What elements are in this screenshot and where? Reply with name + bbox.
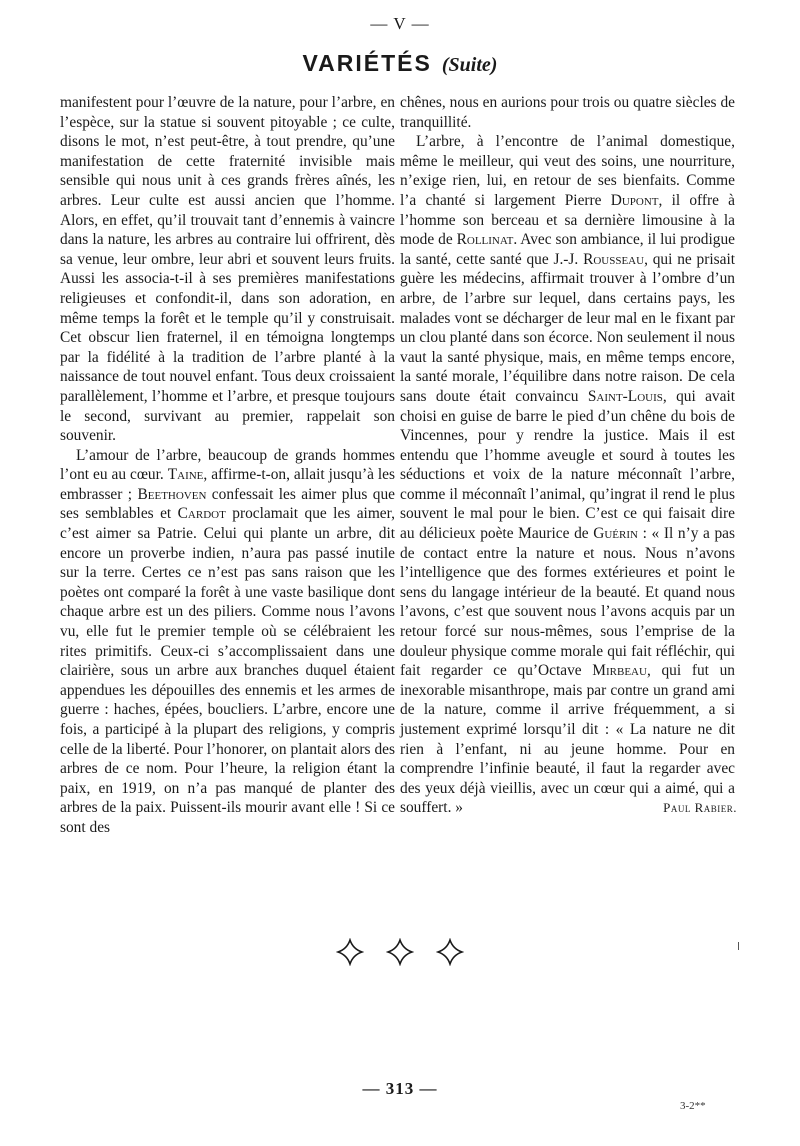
author-signature: Paul Rabier.: [663, 800, 737, 815]
page-number: — 313 —: [362, 1079, 438, 1098]
paragraph: L’arbre, à l’encontre de l’animal domestique, même le meilleur, qui veut des soins, une nourriture, n’exige rien, lui, en retour de ses bienfaits. Comme l’a chanté si largement Pierre Dupont, il offre à l’homme son berceau et sa dernière limousine à la mode de Rollinat. Avec son ambiance, il lui prodigue la santé, cette santé que J.-J. Rousseau, qui ne prisait guère les médecins, affirmait trouver à l’ombre d’un arbre, de l’arbre sur lequel, dans certains pays, les malades vont se décharger de leur mal en le fixant par un clou planté dans son écorce. Non seulement il nous vaut la santé physique, mais, en même temps encore, la santé morale, l’équilibre dans notre raison. De cela sans doute était convaincu Saint-Louis, qui avait choisi en guise de barre le pied d’un chêne du bois de Vincennes, pour y rendre la justice. Mais il est entendu que l’homme aveugle et sourd à toutes les séductions et voix de la nature méconnaît l’arbre, comme il méconnaît l’animal, qu’ingrat il rend le plus souvent le mal pour le bien. C’est ce qui faisait dire au délicieux poète Maurice de Guérin : « Il n’y a pas de contact entre la nature et nous. Nous n’avons l’intelligence que des formes extérieures et point le sens du langage intérieur de la beauté. Et quand nous l’avons, c’est que souvent nous l’avons acquis par un retour forcé sur nous-mêmes, sous l’emprise de la douleur physique comme morale qui fait réfléchir, qui fait regarder ce qu’Octave Mirbeau, qui fut un inexorable misanthrope, mais par contre un grand ami de la nature, comme il arrive fréquemment, a si justement exprimé lorsqu’il dit : « La nature ne dit rien à l’enfant, ni au jeune homme. Pour en comprendre l’infinie beauté, il faut la regarder avec des yeux déjà vieillis, avec un cœur qui a aimé, qui a souffert. »: [400, 133, 736, 817]
person-name: Guérin: [593, 525, 638, 543]
person-name: Beethoven: [137, 485, 207, 503]
paragraph: manifestent pour l’œuvre de la nature, pour l’arbre, en l’espèce, sur la statue si souvent pitoyable ; ce culte, disons le mot, n’est peut-être, à tout prendre, qu’une manifestation de cette fraternité invisible mais sensible qui nous unit à ces grands frères aînés, les arbres. Leur culte est aussi ancien que l’homme. Alors, en effet, qu’il trouvait tant d’ennemis à vaincre dans la nature, les arbres au contraire lui offrirent, dès sa venue, leur ombre, leur abri et souvent leurs fruits. Aussi les associa-t-il à ses premières manifestations religieuses et confondit-il, dans son adoration, en même temps la forêt et le temple qu’il y construisait. Cet obscur lien fraternel, il en témoigna longtemps par la fidélité à la tradition de l’arbre planté à la naissance de tout nouvel enfant. Tous deux croissaient parallèlement, l’homme et l’arbre, et presque toujours le second, survivant au premier, rappelait son souvenir.: [60, 94, 395, 445]
running-header-roman-numeral: — V —: [370, 14, 430, 33]
text-column-right: [400, 93, 735, 818]
section-title: [0, 50, 800, 77]
section-title-main: VARIÉTÉS: [302, 50, 432, 76]
printer-mark: 3-2**: [680, 1100, 706, 1112]
diamond-ornament-icon: [336, 938, 364, 966]
person-name: Dupont: [610, 191, 659, 209]
paragraph: chênes, nous en aurions pour trois ou quatre siècles de tranquillité.: [400, 94, 735, 131]
diamond-ornament-icon: [436, 938, 464, 966]
diamond-ornament-icon: [386, 938, 414, 966]
text-column-left: [60, 93, 395, 838]
person-name: Taine: [167, 466, 204, 484]
paragraph: L’amour de l’arbre, beaucoup de grands hommes l’ont eu au cœur. Taine, affirme-t-on, allait jusqu’à les embrasser ; Beethoven confessait les aimer plus que ses semblables et Cardot proclamait que les aimer, c’est aimer sa Patrie. Celui qui plante un arbre, dit encore un proverbe indien, n’aura pas passé inutile sur la terre. Certes ce n’est pas sans raison que les poètes ont comparé la forêt à une vaste basilique dont chaque arbre est un des piliers. Comme nous l’avons vu, elle fut le premier temple où se célébraient les rites primitifs. Ceux-ci s’accomplissaient dans une clairière, sous un arbre aux branches duquel étaient appendues les dépouilles des ennemis et les armes de guerre : haches, épées, boucliers. L’arbre, encore une fois, a participé à la plupart des religions, y compris celle de la liberté. Pour l’honorer, on plantait alors des arbres de ce nom. Pour l’heure, la religion étant la paix, en 1919, on n’a pas manqué de planter des arbres de la paix. Puissent-ils mourir avant elle ! Si ce sont des: [60, 446, 396, 836]
person-name: Mirbeau: [592, 662, 647, 680]
ornament-row: [330, 938, 470, 968]
section-title-suite: (Suite): [441, 54, 498, 76]
person-name: Rousseau: [583, 250, 645, 268]
person-name: Cardot: [177, 505, 226, 523]
person-name: Saint-Louis: [587, 387, 663, 405]
person-name: Rollinat: [456, 231, 514, 249]
margin-tick-mark: [738, 942, 745, 950]
